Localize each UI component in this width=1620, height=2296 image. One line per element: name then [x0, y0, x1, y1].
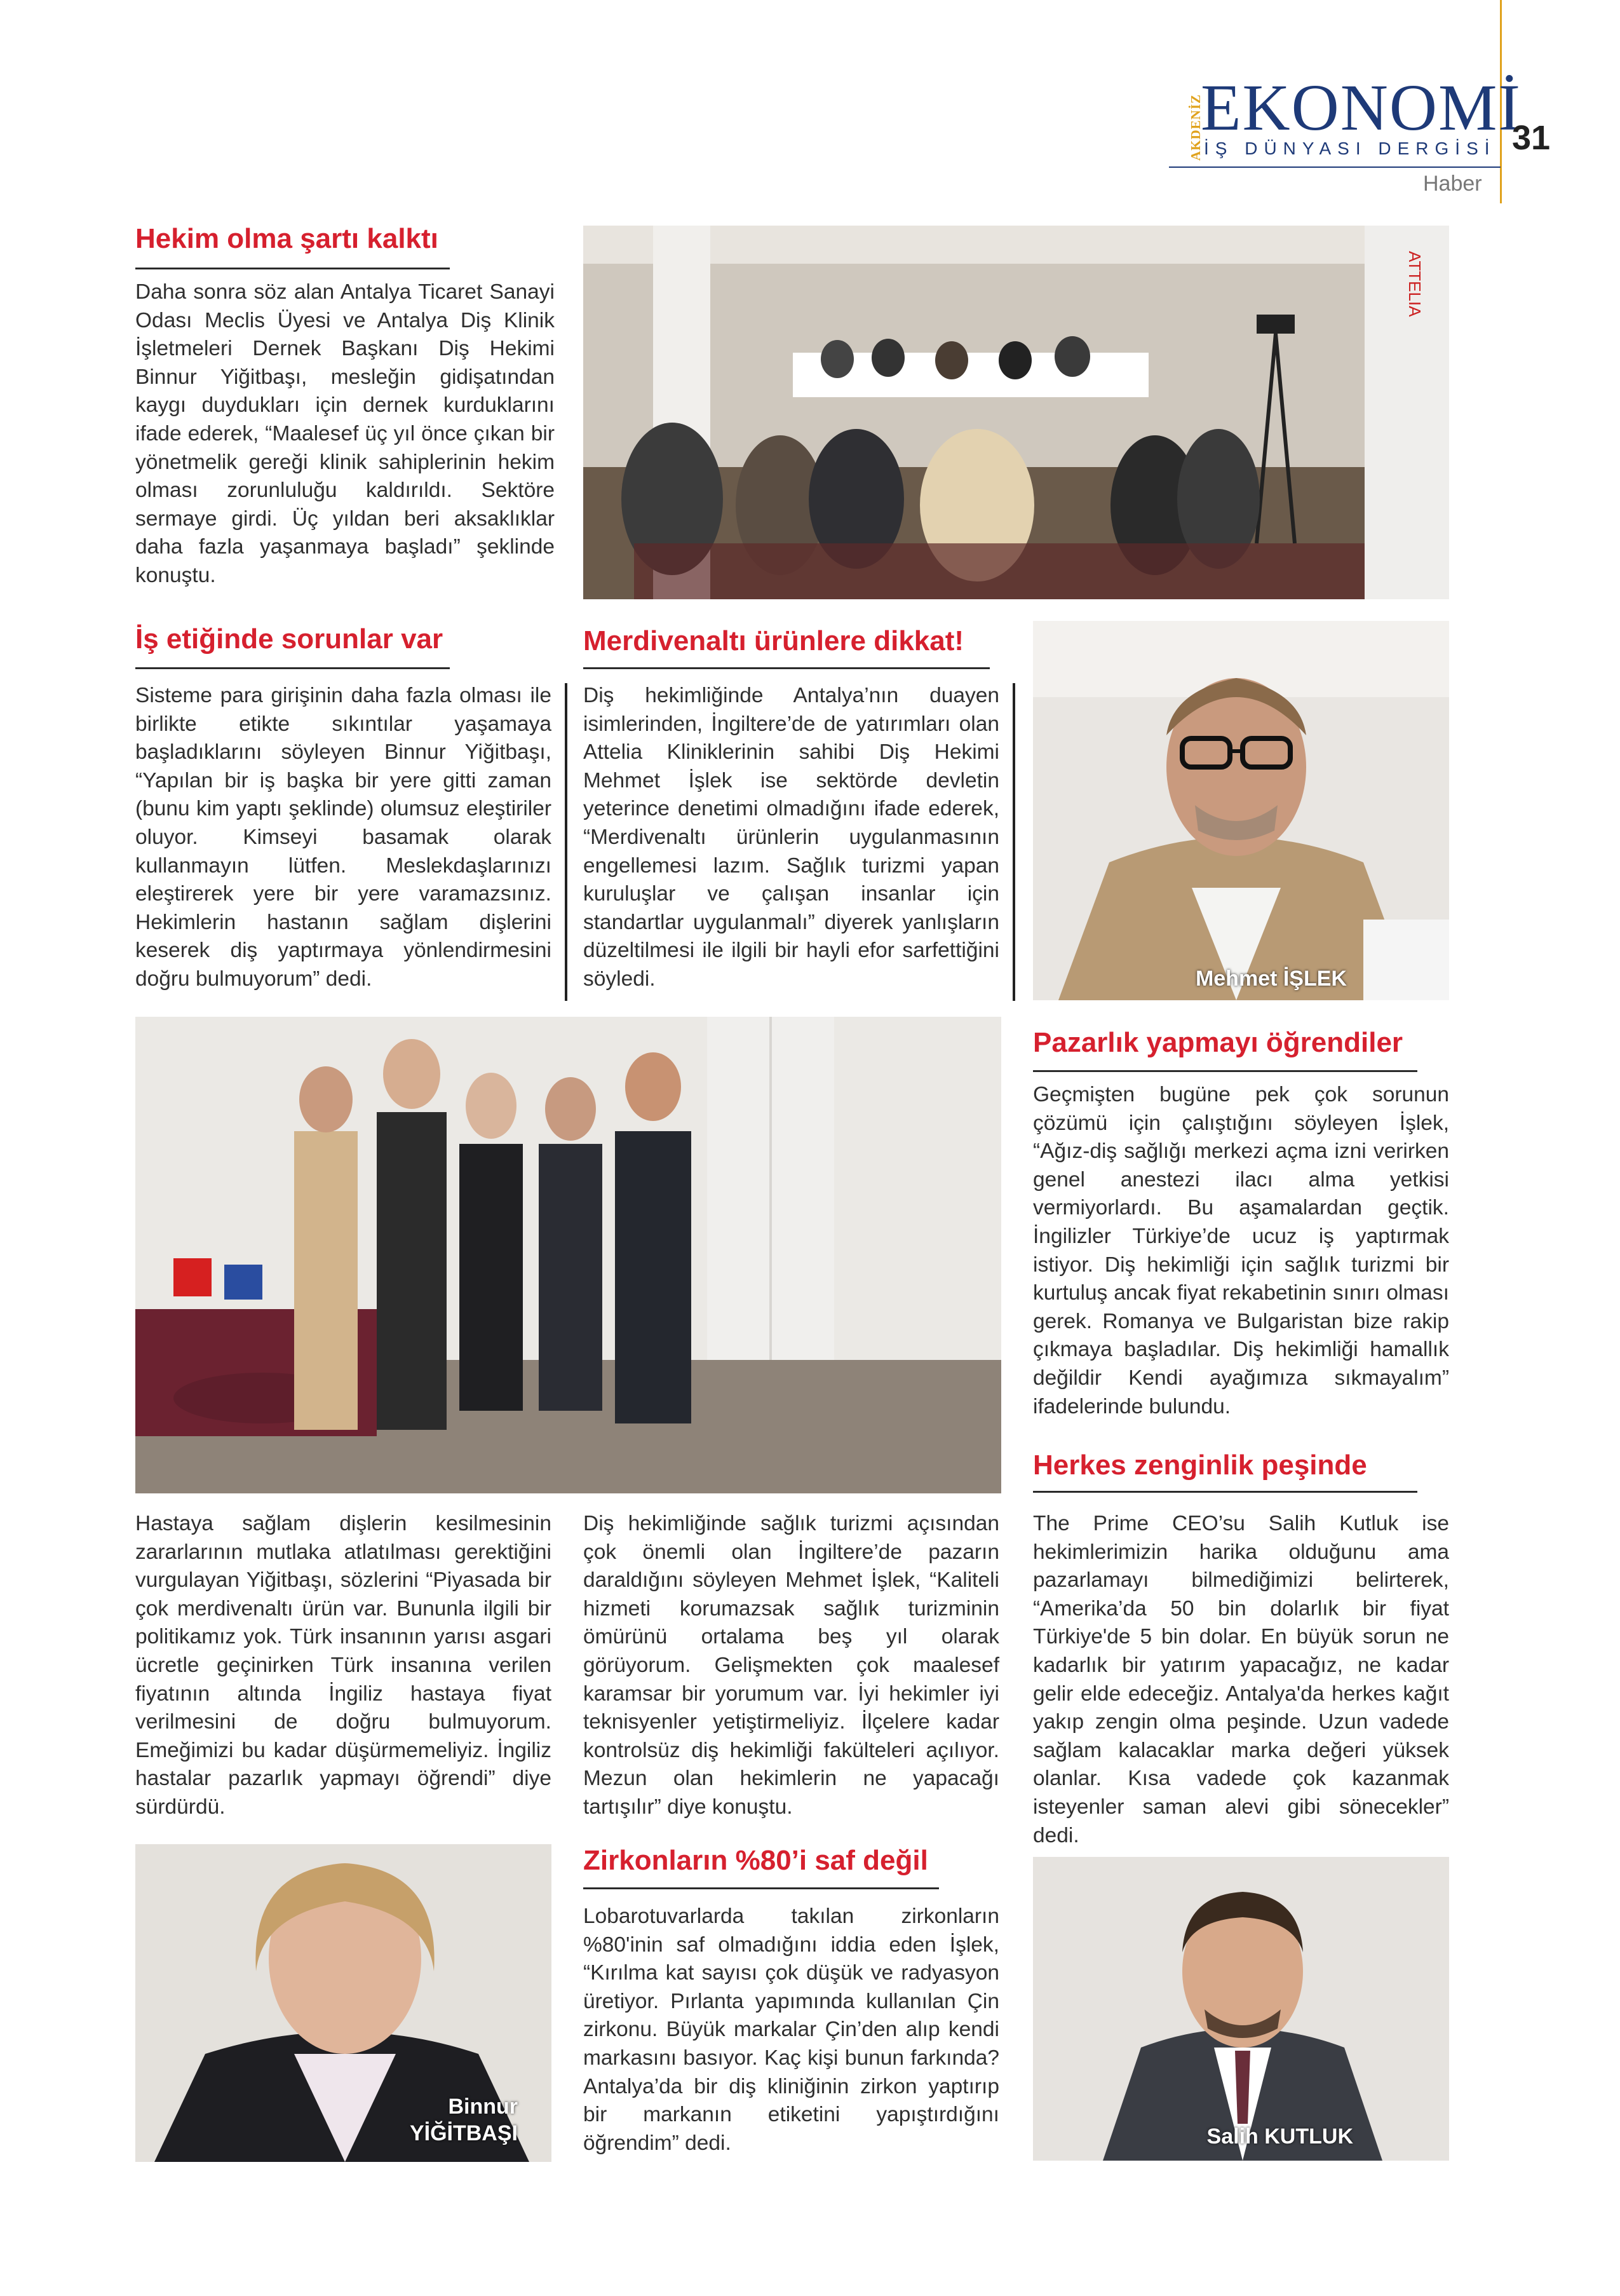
heading-underline: [1033, 1491, 1417, 1493]
heading-merdiven: Merdivenaltı ürünlere dikkat!: [583, 625, 964, 656]
section-label: Haber: [1423, 172, 1482, 196]
yigitbasi-caption-line2: YİĞİTBAŞI: [409, 2121, 518, 2145]
heading-herkes: Herkes zenginlik peşinde: [1033, 1450, 1367, 1481]
heading-zirkon: Zirkonların %80’i saf değil: [583, 1845, 928, 1876]
magazine-side-label: AKDENİZ: [1188, 93, 1203, 161]
heading-underline: [583, 1887, 939, 1889]
column-divider: [565, 683, 567, 1001]
heading-hekim: Hekim olma şartı kalktı: [135, 223, 438, 254]
article-text-hekim: Daha sonra söz alan Antalya Ticaret Sanayi Odası Meclis Üyesi ve Antalya Diş Klinik İşletmeleri Dernek Başkanı Diş Hekimi Binnur Yiğitbaşı, mesleğin gidişatından kaygı duydukları için dernek kurduklarını ifade ederek, “Maalesef üç yıl önce çıkan bir yönetmelik gereği klinik sahiplerinin hekim olması zorunluluğu kaldırıldı. Sektöre sermaye girdi. Üç yıldan beri aksaklıklar daha fazla yaşanmaya başladı” şeklinde konuştu.: [135, 280, 555, 587]
article-text-hasta: Hastaya sağlam dişlerin kesilmesinin zararlarının mutlaka atlatılması gerektiğini vurgulayan Yiğitbaşı, sözlerini “Piyasada bir çok merdivenaltı ürün var. Bununla ilgili bir politikamız yok. Türk insanının yarısı asgari ücretle geçinirken Türk insanına verilen fiyatının altında İngiliz hastaya fiyat verilmesini de doğru bulmuyorum. Emeğimizi bu kadar düşürmemeliyiz. İngiliz hastalar pazarlık yapmayı öğrendi” diye sürdürdü.: [135, 1512, 551, 1819]
article-text-merdiven: Diş hekimliğinde Antalya’nın duayen isimlerinden, İngiltere’de de yatırımları olan Attelia Kliniklerinin sahibi Diş Hekimi Mehmet İşlek ise sektörde devletin yeterince denetimi olmadığını ifade ederek, “Merdivenaltı ürünlerin uygulanmasının engellemesi lazım. Sağlık turizmi yapan kuruluşlar ve çalışan insanlar için standartlar uygulanmalı” diyerek yanlışların düzeltilmesi ile ilgili bir hayli efor sarfettiğini söyledi.: [583, 684, 999, 991]
page-number: 31: [1512, 119, 1551, 157]
conference-photo: [583, 226, 1449, 599]
heading-underline: [135, 667, 450, 669]
heading-underline: [1033, 1070, 1417, 1072]
heading-etik: İş etiğinde sorunlar var: [135, 623, 443, 655]
magazine-title: EKONOMİ: [1201, 71, 1522, 144]
kutluk-portrait: [1033, 1857, 1449, 2161]
group-photo: [135, 1017, 1001, 1493]
heading-underline: [583, 667, 990, 669]
heading-pazarlik: Pazarlık yapmayı öğrendiler: [1033, 1027, 1403, 1058]
kutluk-caption: Salih KUTLUK: [1206, 2124, 1353, 2149]
article-text-herkes: The Prime CEO’su Salih Kutluk ise hekimlerimizin harika olduğunu ama pazarlamayı bilmediğimizi belirterek, “Amerika’da 50 bin dolarlık bir fiyat Türkiye'de 5 bin dolar. En büyük sorun ne kadarlık bir yatırım yapacağız, ne kadar gelir elde edeceğiz. Antalya'da herkes kağıt yakıp zengin olma peşinde. Uzun vadede sağlam kalacaklar marka değeri yüksek olanlar. Kısa vadede çok kazanmak isteyenler saman alevi gibi sönecekler” dedi.: [1033, 1512, 1449, 1847]
islek-caption: Mehmet İŞLEK: [1195, 967, 1347, 991]
islek-portrait: [1033, 621, 1449, 1000]
article-text-etik: Sisteme para girişinin daha fazla olması ile birlikte etikte sıkıntılar yaşamaya başladıklarını söyleyen Binnur Yiğitbaşı, “Yapılan bir iş başka bir yere gitti zaman (bunu kim yaptı şeklinde) olumsuz eleştiriler oluyor. Kimseyi basamak olarak kullanmayın lütfen. Meslekdaşlarınızı eleştirerek yere bir yere varamazsınız. Hekimlerin hastanın sağlam dişlerini keserek diş yaptırmaya yönlendirmesini doğru bulmuyorum” dedi.: [135, 684, 551, 991]
article-text-pazarlik: Geçmişten bugüne pek çok sorunun çözümü için çalıştığını söyleyen İşlek, “Ağız-diş sağlığı merkezi açma izni verirken genel anestezi ilacı alma yetkisi vermiyorlardı. Bu aşamalardan geçtik. İngilizler Türkiye’de ucuz iş yaptırmak istiyor. Diş hekimliği için sağlık turizmi bir kurtuluş ancak fiyat rekabetinin sınırı olması gerek. Romanya ve Bulgaristan bize rakip çıkmaya başladılar. Diş hekimliği hamallık değildir Kendi ayağımıza sıkmayalım” ifadelerinde bulundu.: [1033, 1083, 1449, 1418]
column-divider: [1013, 683, 1015, 1001]
article-text-zirkon: Lobarotuvarlarda takılan zirkonların %80'inin saf olmadığını iddia eden İşlek, “Kırılma kat sayısı çok düşük ve radyasyon üretiyor. Pırlanta yapımında kullanılan Çin zirkonu. Büyük markalar Çin’den alıp kendi markasını basıyor. Kaç kişi bunun farkında? Antalya’da bir diş kliniğinin zirkon yaptırıp bir markanın etiketini yapıştırdığını öğrendim” dedi.: [583, 1905, 999, 2155]
yigitbasi-caption-line1: Binnur: [448, 2095, 518, 2119]
conference-banner-text: ATTELIA: [1405, 251, 1424, 317]
magazine-subtitle: İŞ DÜNYASI DERGİSİ: [1204, 139, 1496, 158]
article-text-turizm: Diş hekimliğinde sağlık turizmi açısından çok önemli olan İngiltere’de pazarın daraldığını söyleyen Mehmet İşlek, “Kaliteli hizmeti korumazsak sağlık turizminin ömürünü ortalama beş yıl olarak görüyorum. Gelişmekten çok maalesef karamsar bir yorumum var. İyi hekimler iyi teknisyenler yetiştirmeliyiz. İlçelere kadar kontrolsüz diş hekimliği fakülteleri açılıyor. Mezun olan hekimlerin ne yapacağı tartışılır” diye konuştu.: [583, 1512, 999, 1819]
heading-underline: [135, 268, 450, 269]
header-horizontal-rule: [1169, 166, 1501, 168]
